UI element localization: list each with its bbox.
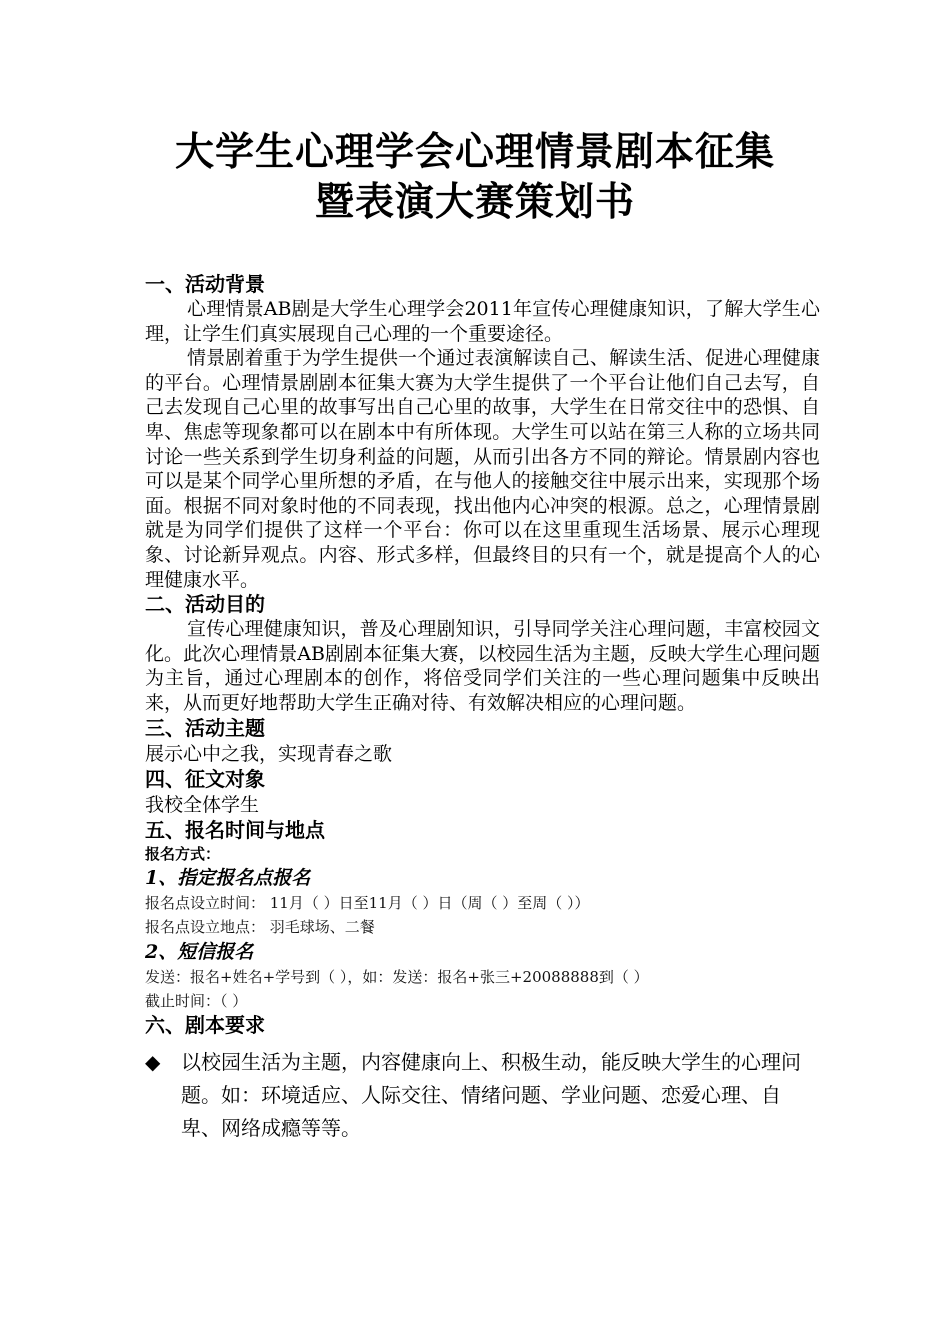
section-heading-purpose: 二、活动目的 bbox=[145, 592, 265, 617]
section-purpose bbox=[145, 592, 820, 715]
registration-deadline-line: 截止时间：（ ） bbox=[145, 991, 248, 1010]
document-title-line-1: 大学生心理学会心理情景剧本征集 bbox=[174, 129, 775, 175]
background-paragraph-2: 情景剧着重于为学生提供一个通过表演解读自己、解读生活、促进心理健康的平台。心理情景剧剧本征集大赛为大学生提供了一个平台让他们自己去写，自己去发现自己心里的故事写出自己心里的故事，大学生在日常交往中的恐惧、自卑、焦虑等现象都可以在剧本中有所体现。大学生可以站在第三人称的立场共同讨论一些关系到学生切身利益的问题，从而引出各方不同的辩论。情景剧内容也可以是某个同学心里所想的矛盾，在与他人的接触交往中展示出来，实现那个场面。根据不同对象时他的不同表现，找出他内心冲突的根源。总之，心理情景剧就是为同学们提供了这样一个平台：你可以在这里重现生活场景、展示心理现象、讨论新异观点。内容、形式多样，但最终目的只有一个，就是提高个人的心理健康水平。 bbox=[145, 347, 820, 591]
theme-text: 展示心中之我，实现青春之歌 bbox=[145, 742, 393, 765]
section-background bbox=[145, 272, 820, 592]
requirements-bullet-text: 以校园生活为主题，内容健康向上、积极生动，能反映大学生的心理问题。如：环境适应、人际交往、情绪问题、学业问题、恋爱心理、自卑、网络成瘾等等。 bbox=[181, 1049, 801, 1140]
background-paragraph-1: 心理情景AB剧是大学生心理学会2011年宣传心理健康知识，了解大学生心理，让学生们真实展现自己心理的一个重要途径。 bbox=[145, 298, 820, 345]
registration-time-line: 报名点设立时间： 11月（ ）日至11月（ ）日（周（ ）至周（ ）） bbox=[145, 893, 590, 912]
document-title-line-2: 暨表演大赛策划书 bbox=[314, 179, 635, 225]
registration-sms-line: 发送：报名+姓名+学号到（ ），如：发送：报名+张三+20088888到（ ） bbox=[145, 967, 649, 986]
registration-subheading-sms: 2、短信报名 bbox=[145, 940, 254, 963]
section-target bbox=[145, 767, 820, 818]
section-heading-registration: 五、报名时间与地点 bbox=[145, 817, 325, 842]
purpose-paragraph: 宣传心理健康知识，普及心理剧知识，引导同学关注心理问题，丰富校园文化。此次心理情景AB剧剧本征集大赛，以校园生活为主题，反映大学生心理问题为主旨，通过心理剧本的创作，将倍受同学们关注的一些心理问题集中反映出来，从而更好地帮助大学生正确对待、有效解决相应的心理问题。 bbox=[145, 618, 820, 714]
registration-subheading-onsite: 1、指定报名点报名 bbox=[145, 866, 311, 889]
section-theme bbox=[145, 716, 820, 767]
document-body bbox=[145, 272, 820, 1145]
section-requirements bbox=[145, 1013, 820, 1145]
section-heading-background: 一、活动背景 bbox=[145, 272, 265, 296]
section-registration bbox=[145, 818, 820, 1013]
registration-method-label: 报名方式： bbox=[145, 844, 221, 863]
section-heading-theme: 三、活动主题 bbox=[145, 715, 265, 740]
target-text: 我校全体学生 bbox=[145, 793, 260, 816]
requirements-bullet-item bbox=[145, 1046, 820, 1145]
section-heading-requirements: 六、剧本要求 bbox=[145, 1012, 265, 1037]
registration-place-line: 报名点设立地点： 羽毛球场、二餐 bbox=[145, 917, 375, 936]
section-heading-target: 四、征文对象 bbox=[145, 766, 265, 791]
diamond-bullet-icon: ◆ bbox=[145, 1049, 161, 1074]
